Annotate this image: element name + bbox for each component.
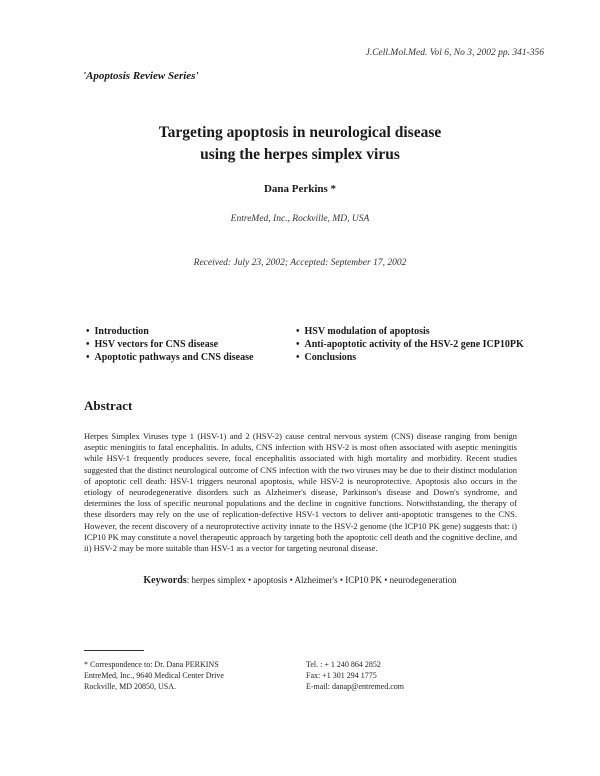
author-affiliation: EntreMed, Inc., Rockville, MD, USA (230, 214, 370, 224)
keywords-list: : herpes simplex • apoptosis • Alzheimer's • ICP10 PK • neurodegeneration (186, 575, 457, 585)
abstract-body: Herpes Simplex Viruses type 1 (HSV-1) and 2 (HSV-2) cause central nervous system (CNS) disease ranging from benign aseptic meningitis to fatal encephalitis. In adults, CNS infection with HSV-2 is most often associated with aseptic meningitis while HSV-1 frequently produces severe, focal encephalitis associated with high mortality and morbidity. Recent studies suggested that the distinct neurological outcome of CNS infection with the two viruses may be due to their distinct modulation of apoptotic cell death: HSV-1 triggers neuronal apoptosis, while HSV-2 is neuroprotective. Apoptosis also occurs in the etiology of neurodegenerative disorders such as Alzheimer's disease, Parkinson's disease and Down's syndrome, and determines the loss of specific neuronal populations and the decline in cognitive functions. Notwithstanding, the therapy of these disorders may rely on the use of replication-defective HSV-1 vectors to deliver anti-apoptotic transgenes to the CNS. However, the recent discovery of a neuroprotective activity innate to the HSV-2 genome (the ICP10 PK gene) suggests that: i) ICP10 PK may constitute a novel therapeutic approach by targeting both the apoptotic cell death and the cognitive decline, and ii) HSV-2 may be more suitable than HSV-1 as a vector for targeting neuronal disease. (84, 431, 517, 554)
received-accepted-dates: Received: July 23, 2002; Accepted: September 17, 2002 (193, 258, 407, 268)
correspondence-line-2: EntreMed, Inc., 9640 Medical Center Drive (84, 671, 224, 680)
title-line-2: using the herpes simplex virus (200, 146, 400, 163)
footnote-rule (84, 650, 144, 651)
toc-item-apoptotic-pathways: • Apoptotic pathways and CNS disease (86, 351, 286, 364)
toc-item-hsv-vectors: • HSV vectors for CNS disease (86, 338, 286, 351)
correspondence-line-3: Rockville, MD 20850, USA. (84, 682, 176, 691)
toc-right-column (296, 325, 536, 364)
toc-item-introduction: • Introduction (86, 325, 286, 338)
correspondence-block (84, 659, 224, 692)
contact-block (306, 659, 404, 692)
author-name: Dana Perkins * (263, 183, 337, 195)
contact-tel: Tel. : + 1 240 864 2852 (306, 660, 381, 669)
contact-email: E-mail: danap@entremed.com (306, 682, 404, 691)
article-title (0, 122, 600, 166)
keywords-line (0, 575, 600, 586)
toc-left-column (86, 325, 286, 364)
abstract-heading: Abstract (84, 398, 133, 413)
correspondence-line-1: * Correspondence to: Dr. Dana PERKINS (84, 660, 219, 669)
toc-item-conclusions: • Conclusions (296, 351, 536, 364)
contact-fax: Fax: +1 301 294 1775 (306, 671, 377, 680)
journal-reference: J.Cell.Mol.Med. Vol 6, No 3, 2002 pp. 341-356 (365, 48, 544, 58)
title-line-1: Targeting apoptosis in neurological disease (158, 124, 442, 141)
toc-item-hsv-modulation: • HSV modulation of apoptosis (296, 325, 536, 338)
toc-item-anti-apoptotic: • Anti-apoptotic activity of the HSV-2 gene ICP10PK (296, 338, 536, 351)
series-label: 'Apoptosis Review Series' (83, 70, 199, 82)
keywords-label: Keywords (143, 575, 187, 586)
